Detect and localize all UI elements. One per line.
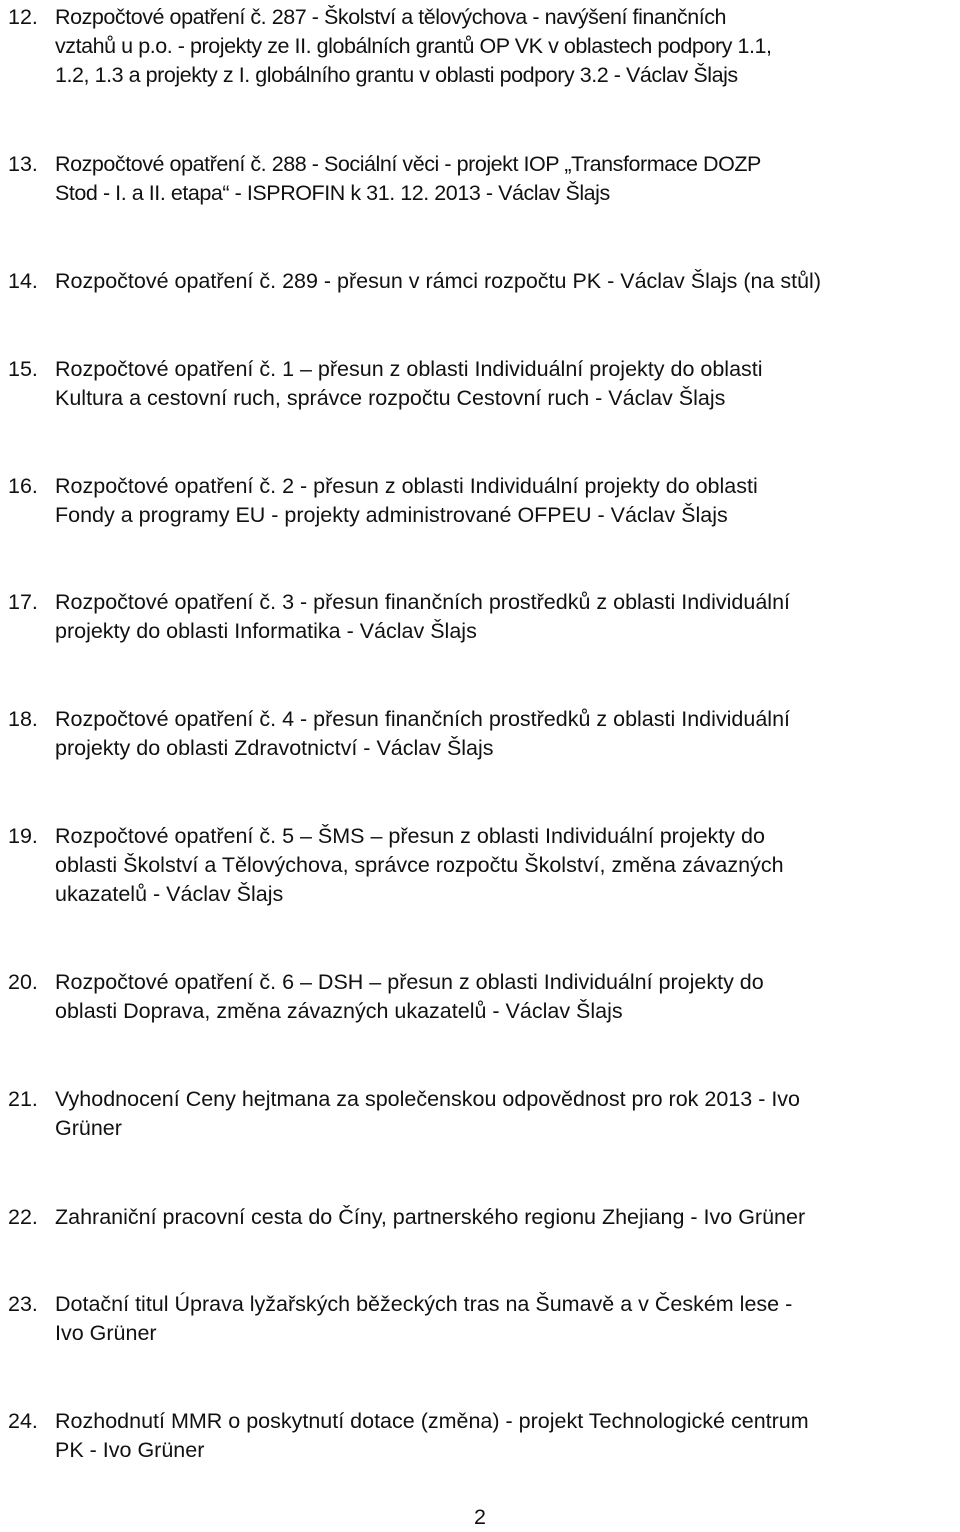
item-text	[55, 588, 955, 646]
item-text	[55, 822, 955, 909]
item-number: 21.	[8, 1087, 38, 1111]
item-line: Rozpočtové opatření č. 1 – přesun z oblasti Individuální projekty do oblasti	[55, 357, 763, 381]
item-line: 1.2, 1.3 a projekty z I. globálního grantu v oblasti podpory 3.2 - Václav Šlajs	[55, 63, 738, 87]
item-number: 15.	[8, 357, 38, 381]
item-number: 24.	[8, 1409, 38, 1433]
item-text	[55, 705, 955, 763]
item-line: Rozpočtové opatření č. 5 – ŠMS – přesun z oblasti Individuální projekty do	[55, 824, 765, 848]
item-number: 23.	[8, 1292, 38, 1316]
item-number: 17.	[8, 590, 38, 614]
item-line: Rozpočtové opatření č. 289 - přesun v rámci rozpočtu PK - Václav Šlajs (na stůl)	[55, 269, 821, 293]
item-line: projekty do oblasti Zdravotnictví - Václav Šlajs	[55, 736, 494, 760]
item-line: projekty do oblasti Informatika - Václav Šlajs	[55, 619, 477, 643]
item-text	[55, 472, 955, 530]
item-text	[55, 355, 955, 413]
item-text	[55, 1203, 955, 1232]
item-line: Fondy a programy EU - projekty administrované OFPEU - Václav Šlajs	[55, 503, 728, 527]
item-text	[55, 1290, 955, 1348]
item-line: Vyhodnocení Ceny hejtmana za společenskou odpovědnost pro rok 2013 - Ivo	[55, 1087, 801, 1111]
item-text	[55, 150, 955, 208]
page-number: 2	[474, 1505, 486, 1529]
item-line: Stod - I. a II. etapa“ - ISPROFIN k 31. 12. 2013 - Václav Šlajs	[55, 181, 610, 205]
item-line: Kultura a cestovní ruch, správce rozpočtu Cestovní ruch - Václav Šlajs	[55, 386, 726, 410]
item-line: Rozpočtové opatření č. 287 - Školství a tělovýchova - navýšení finančních	[55, 5, 727, 29]
item-line: Rozpočtové opatření č. 288 - Sociální věci - projekt IOP „Transformace DOZP	[55, 152, 761, 176]
item-line: oblasti Školství a Tělovýchova, správce rozpočtu Školství, změna závazných	[55, 853, 784, 877]
item-line: Rozpočtové opatření č. 3 - přesun finančních prostředků z oblasti Individuální	[55, 590, 790, 614]
item-line: Dotační titul Úprava lyžařských běžeckých tras na Šumavě a v Českém lese -	[55, 1292, 793, 1316]
item-line: Rozpočtové opatření č. 6 – DSH – přesun z oblasti Individuální projekty do	[55, 970, 764, 994]
item-line: Rozpočtové opatření č. 2 - přesun z oblasti Individuální projekty do oblasti	[55, 474, 758, 498]
item-text	[55, 968, 955, 1026]
item-number: 12.	[8, 5, 38, 29]
item-line: Rozpočtové opatření č. 4 - přesun finančních prostředků z oblasti Individuální	[55, 707, 790, 731]
item-line: Grüner	[55, 1116, 122, 1140]
item-line: Ivo Grüner	[55, 1321, 157, 1345]
item-line: Rozhodnutí MMR o poskytnutí dotace (změna) - projekt Technologické centrum	[55, 1409, 809, 1433]
item-number: 16.	[8, 474, 38, 498]
item-number: 18.	[8, 707, 38, 731]
item-number: 22.	[8, 1205, 38, 1229]
item-text	[55, 1085, 955, 1143]
item-text	[55, 3, 955, 90]
item-number: 20.	[8, 970, 38, 994]
item-text	[55, 267, 955, 296]
item-line: vztahů u p.o. - projekty ze II. globálních grantů OP VK v oblastech podpory 1.1,	[55, 34, 772, 58]
item-line: PK - Ivo Grüner	[55, 1438, 205, 1462]
item-number: 13.	[8, 152, 38, 176]
item-line: oblasti Doprava, změna závazných ukazatelů - Václav Šlajs	[55, 999, 623, 1023]
item-number: 14.	[8, 269, 38, 293]
item-line: ukazatelů - Václav Šlajs	[55, 882, 284, 906]
item-number: 19.	[8, 824, 38, 848]
item-line: Zahraniční pracovní cesta do Číny, partnerského regionu Zhejiang - Ivo Grüner	[55, 1205, 806, 1229]
item-text	[55, 1407, 955, 1465]
